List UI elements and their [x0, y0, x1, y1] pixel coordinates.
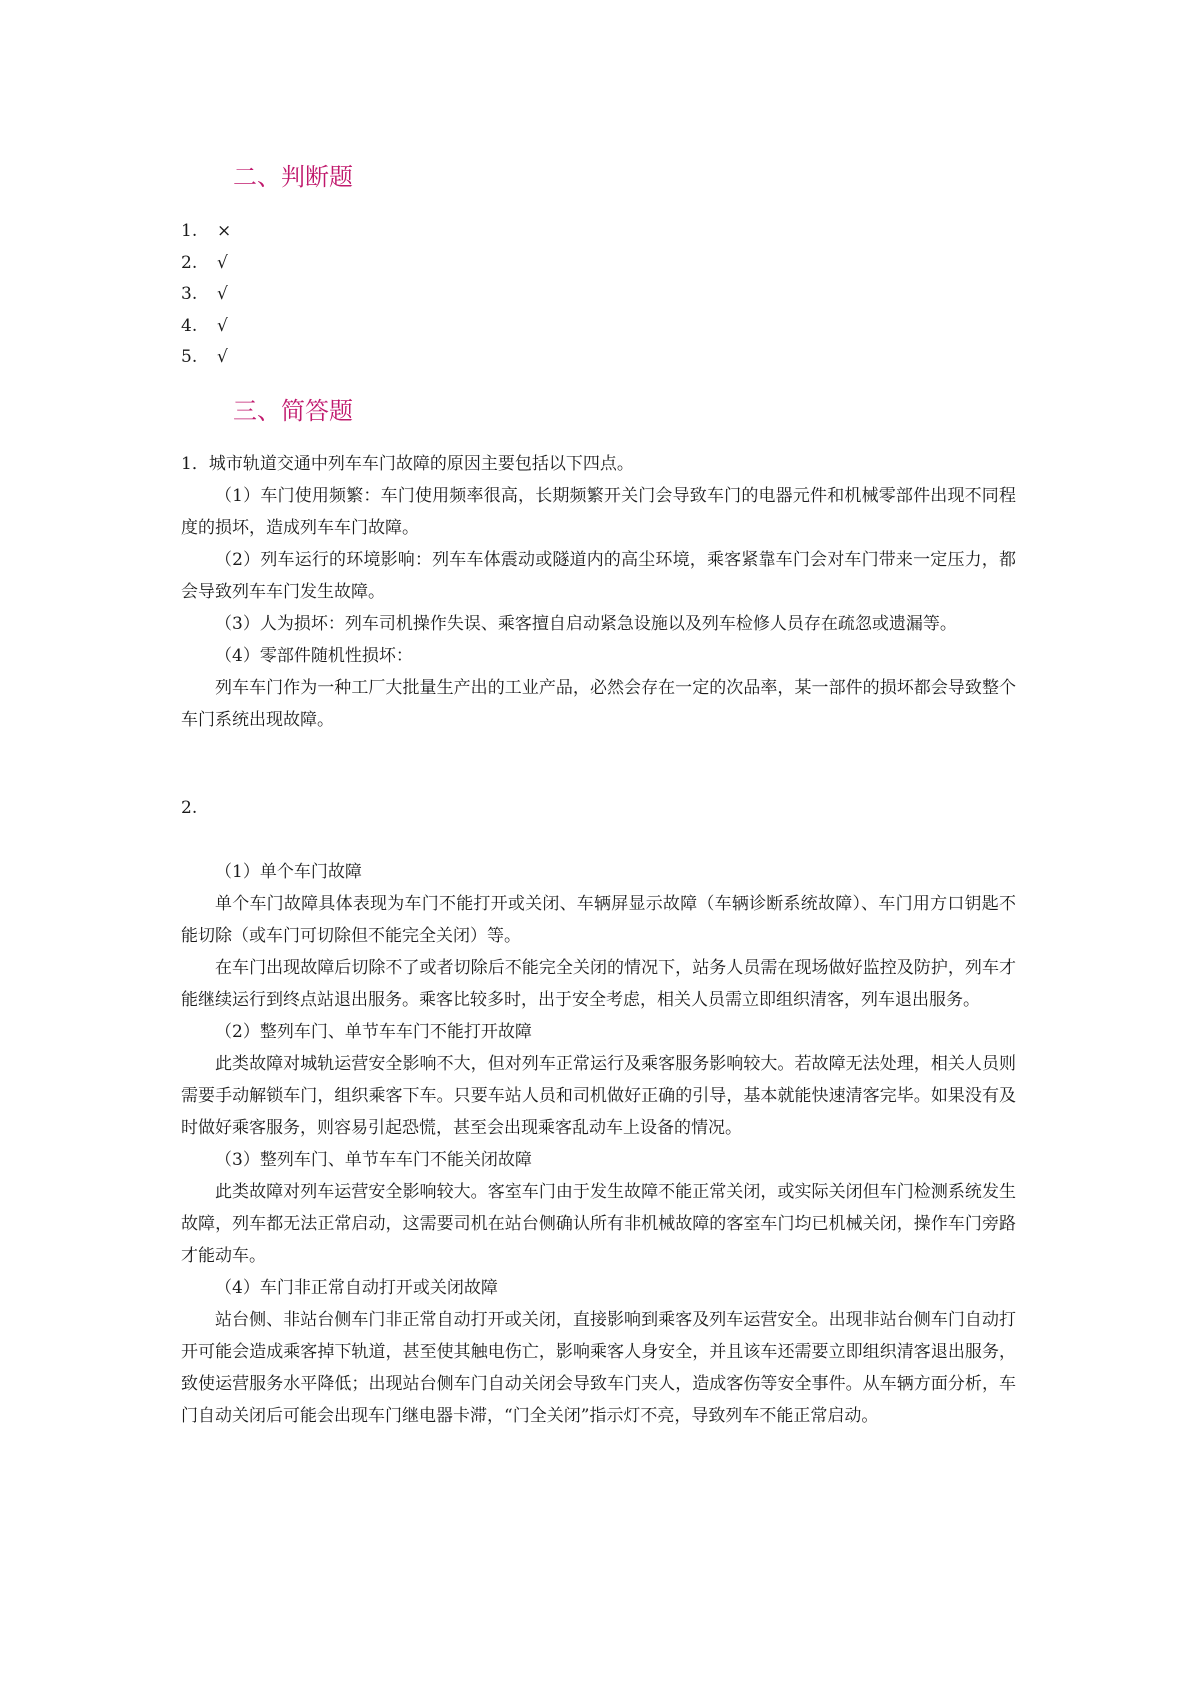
list-item — [181, 248, 231, 280]
answer-1-reason-4-text: 列车车门作为一种工厂大批量生产出的工业产品，必然会存在一定的次品率，某一部件的损坏都会导致整个车门系统出现故障。 — [181, 678, 1016, 730]
list-item — [181, 216, 231, 248]
answer-2 — [181, 792, 1016, 1432]
item-number: 1. — [181, 221, 198, 241]
answer-mark: √ — [217, 284, 228, 304]
answer-2-section-2-text: 此类故障对城轨运营安全影响不大，但对列车正常运行及乘客服务影响较大。若故障无法处理，相关人员则需要手动解锁车门，组织乘客下车。只要车站人员和司机做好正确的引导，基本就能快速清客完毕。如果没有及时做好乘客服务，则容易引起恐慌，甚至会出现乘客乱动车上设备的情况。 — [181, 1054, 1016, 1138]
answer-mark: × — [217, 221, 232, 241]
list-item — [181, 342, 231, 374]
answer-mark: √ — [217, 252, 228, 273]
answer-1-reason-3: （3）人为损坏：列车司机操作失误、乘客擅自启动紧急设施以及列车检修人员存在疏忽或遗漏等。 — [215, 614, 957, 634]
item-number: 3. — [181, 284, 198, 304]
answer-1-reason-4-title: （4）零部件随机性损坏： — [215, 646, 413, 666]
answer-mark: √ — [217, 347, 228, 367]
answer-1-reason-1: （1）车门使用频繁：车门使用频率很高，长期频繁开关门会导致车门的电器元件和机械零部件出现不同程度的损坏，造成列车车门故障。 — [181, 486, 1016, 538]
answer-1-intro: 1．城市轨道交通中列车车门故障的原因主要包括以下四点。 — [181, 454, 634, 474]
answer-2-section-2-title: （2）整列车门、单节车车门不能打开故障 — [215, 1022, 532, 1042]
answer-2-section-1-text-2: 在车门出现故障后切除不了或者切除后不能完全关闭的情况下，站务人员需在现场做好监控及防护，列车才能继续运行到终点站退出服务。乘客比较多时，出于安全考虑，相关人员需立即组织清客，列车退出服务。 — [181, 958, 1016, 1010]
item-number: 5. — [181, 347, 198, 367]
judgement-answer-list — [181, 216, 231, 374]
list-item — [181, 311, 231, 343]
answer-mark: √ — [217, 315, 228, 336]
answer-1 — [181, 448, 1016, 736]
item-number: 2. — [181, 252, 198, 273]
answer-2-number: 2. — [181, 798, 198, 818]
item-number: 4. — [181, 315, 198, 336]
answer-1-reason-2: （2）列车运行的环境影响：列车车体震动或隧道内的高尘环境，乘客紧靠车门会对车门带来一定压力，都会导致列车车门发生故障。 — [181, 550, 1016, 602]
short-answer-heading: 三、简答题 — [233, 397, 353, 425]
answer-2-section-3-title: （3）整列车门、单节车车门不能关闭故障 — [215, 1150, 532, 1170]
list-item — [181, 279, 231, 311]
judgement-heading: 二、判断题 — [233, 163, 353, 191]
answer-2-section-4-title: （4）车门非正常自动打开或关闭故障 — [215, 1278, 498, 1298]
answer-2-section-1-title: （1）单个车门故障 — [215, 862, 362, 882]
answer-2-section-4-text: 站台侧、非站台侧车门非正常自动打开或关闭，直接影响到乘客及列车运营安全。出现非站台侧车门自动打开可能会造成乘客掉下轨道，甚至使其触电伤亡，影响乘客人身安全，并且该车还需要立即组织清客退出服务，致使运营服务水平降低；出现站台侧车门自动关闭会导致车门夹人，造成客伤等安全事件。从车辆方面分析，车门自动关闭后可能会出现车门继电器卡滞，“门全关闭”指示灯不亮，导致列车不能正常启动。 — [181, 1310, 1016, 1426]
answer-2-section-1-text: 单个车门故障具体表现为车门不能打开或关闭、车辆屏显示故障（车辆诊断系统故障）、车门用方口钥匙不能切除（或车门可切除但不能完全关闭）等。 — [181, 894, 1016, 946]
answer-2-section-3-text: 此类故障对列车运营安全影响较大。客室车门由于发生故障不能正常关闭，或实际关闭但车门检测系统发生故障，列车都无法正常启动，这需要司机在站台侧确认所有非机械故障的客室车门均已机械关闭，操作车门旁路才能动车。 — [181, 1182, 1016, 1266]
